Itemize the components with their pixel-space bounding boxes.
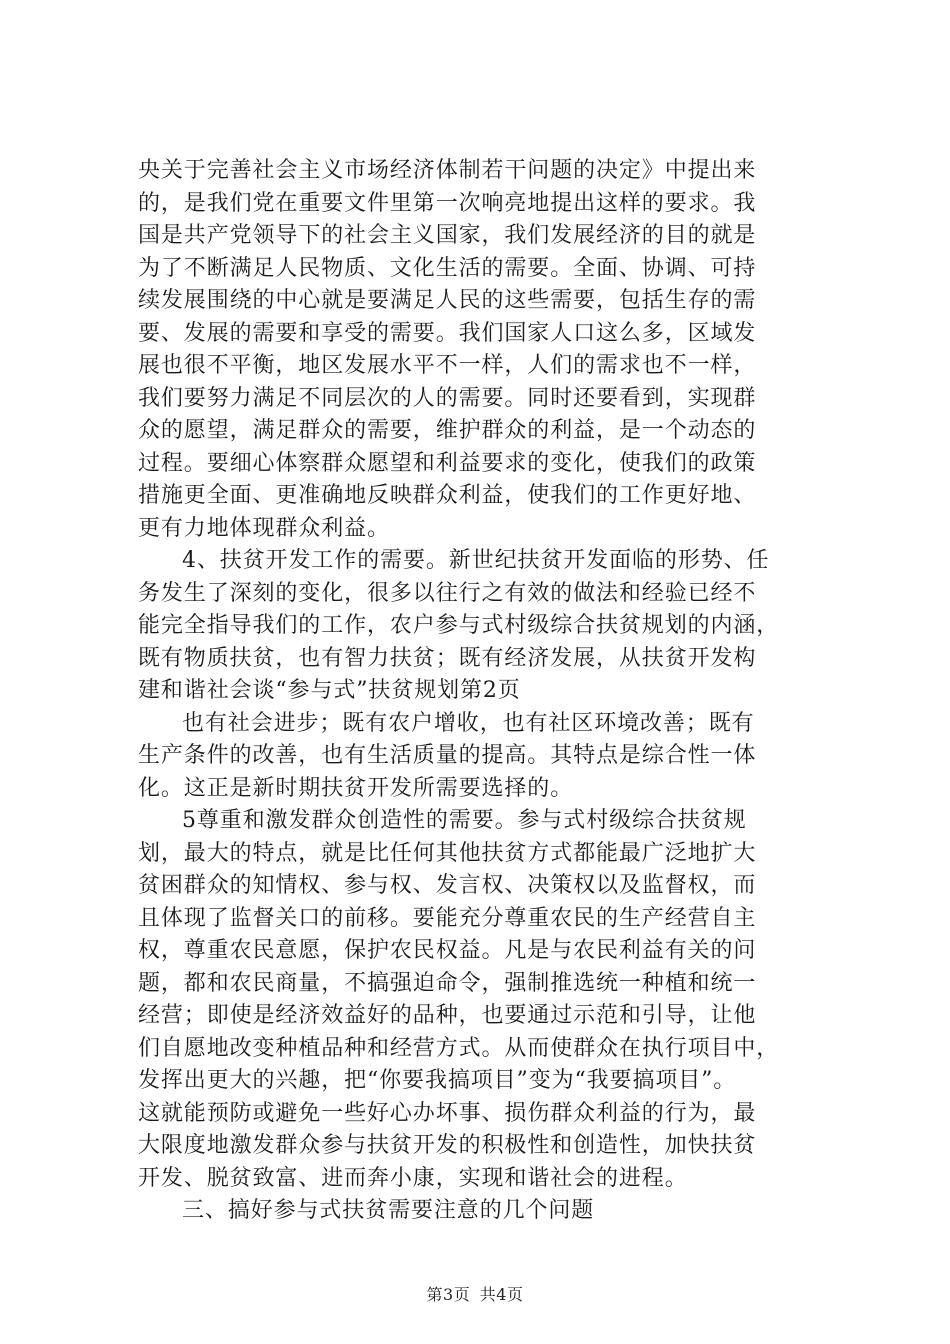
text-line: 更有力地体现群众利益。 xyxy=(138,515,390,541)
text-line: 过程。要细心体察群众愿望和利益要求的变化，使我们的政策 xyxy=(138,450,757,476)
document-body xyxy=(138,155,858,1228)
text-line: 4、扶贫开发工作的需要。新世纪扶贫开发面临的形势、任 xyxy=(182,548,770,573)
text-line: 续发展围绕的中心就是要满足人民的这些需要，包括生存的需 xyxy=(138,288,757,313)
text-line: 建和谐社会谈“参与式”扶贫规划第2页 xyxy=(138,678,521,703)
text-line: 措施更全面、更准确地反映群众利益，使我们的工作更好地、 xyxy=(138,483,757,508)
text-line: 且体现了监督关口的前移。要能充分尊重农民的生产经营自主 xyxy=(138,905,757,931)
text-line: 展也很不平衡，地区发展水平不一样，人们的需求也不一样， xyxy=(138,353,757,378)
text-line: 经营；即使是经济效益好的品种，也要通过示范和引导，让他 xyxy=(138,1003,757,1028)
text-line: 我们要努力满足不同层次的人的需要。同时还要看到，实现群 xyxy=(138,385,757,411)
text-line: 生产条件的改善，也有生活质量的提高。其特点是综合性一体 xyxy=(138,743,757,768)
text-line: 化。这正是新时期扶贫开发所需要选择的。 xyxy=(138,775,574,801)
page-total: 共4页 xyxy=(479,1285,524,1304)
text-line: 5尊重和激发群众创造性的需要。参与式村级综合扶贫规 xyxy=(182,808,747,833)
text-line: 题，都和农民商量，不搞强迫命令，强制推选统一种植和统一 xyxy=(138,970,757,996)
text-line: 为了不断满足人民物质、文化生活的需要。全面、协调、可持 xyxy=(138,255,757,281)
text-line: 这就能预防或避免一些好心办坏事、损伤群众利益的行为，最 xyxy=(138,1100,757,1126)
page-footer xyxy=(0,1282,950,1305)
text-line: 划，最大的特点，就是比任何其他扶贫方式都能最广泛地扩大 xyxy=(138,840,757,866)
text-line: 能完全指导我们的工作，农户参与式村级综合扶贫规划的内涵， xyxy=(138,613,780,638)
text-line: 三、搞好参与式扶贫需要注意的几个问题 xyxy=(182,1198,595,1223)
text-line: 权，尊重农民意愿，保护农民权益。凡是与农民利益有关的问 xyxy=(138,938,757,963)
text-line: 既有物质扶贫，也有智力扶贫；既有经济发展，从扶贫开发构 xyxy=(138,645,757,671)
text-line: 也有社会进步；既有农户增收，也有社区环境改善；既有 xyxy=(182,710,755,736)
text-line: 务发生了深刻的变化，很多以往行之有效的做法和经验已经不 xyxy=(138,580,757,606)
text-line: 的，是我们党在重要文件里第一次响亮地提出这样的要求。我 xyxy=(138,190,757,216)
text-line: 众的愿望，满足群众的需要，维护群众的利益，是一个动态的 xyxy=(138,418,757,443)
text-line: 要、发展的需要和享受的需要。我们国家人口这么多，区域发 xyxy=(138,320,757,346)
text-line: 大限度地激发群众参与扶贫开发的积极性和创造性，加快扶贫 xyxy=(138,1133,757,1158)
text-line: 开发、脱贫致富、进而奔小康，实现和谐社会的进程。 xyxy=(138,1165,688,1191)
text-line: 国是共产党领导下的社会主义国家，我们发展经济的目的就是 xyxy=(138,223,757,248)
text-line: 央关于完善社会主义市场经济体制若干问题的决定》中提出来 xyxy=(138,158,757,183)
text-line: 们自愿地改变种植品种和经营方式。从而使群众在执行项目中， xyxy=(138,1035,780,1061)
text-line: 贫困群众的知情权、参与权、发言权、决策权以及监督权，而 xyxy=(138,873,757,898)
text-line: 发挥出更大的兴趣，把“你要我搞项目”变为“我要搞项目”。 xyxy=(138,1068,737,1093)
page-number: 第3页 xyxy=(426,1285,471,1304)
